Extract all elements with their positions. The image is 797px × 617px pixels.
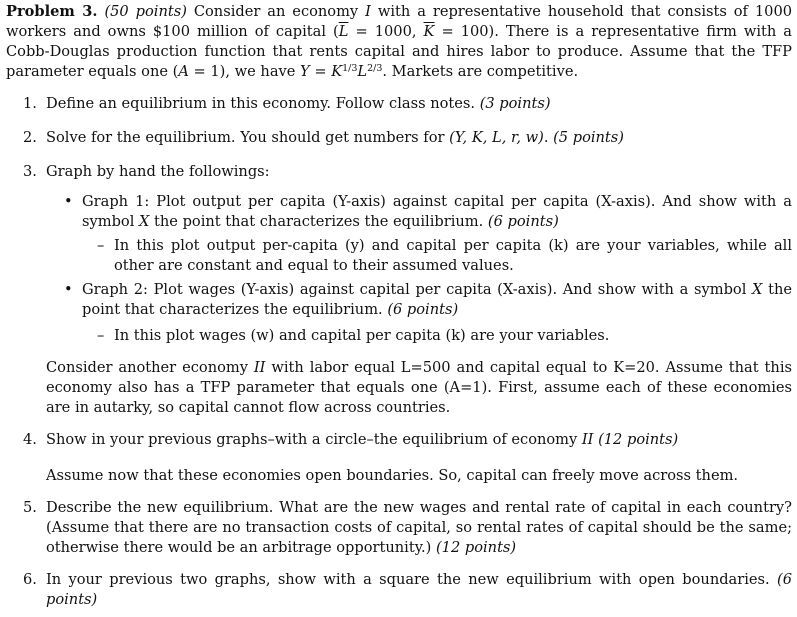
assume-paragraph: [6, 466, 792, 486]
graph-2-points: (6 points): [387, 301, 459, 318]
graph-1-dash: –: [97, 237, 105, 254]
intro-eq-1: = 1000,: [348, 23, 424, 40]
graph-2-dash: –: [97, 327, 105, 344]
graph-1-subitem-text: In this plot output per-capita (y) and capital per capita (k) are your variables, while all other are constant and equal to their assumed values.: [114, 237, 792, 274]
intro-text-3: . Markets are competitive.: [382, 63, 579, 80]
graph-2-subitem: [6, 326, 792, 346]
graph-1-text-1: Graph 1: Plot output per capita (Y-axis) against capital per capita (X-axis). And show with a symbol: [82, 193, 792, 230]
question-2: [6, 128, 792, 148]
question-3-text: Graph by hand the followings:: [46, 163, 270, 180]
labor-symbol: L: [357, 63, 368, 80]
intro-text-2: with a representative household that consists of 1000 workers and owns $100 million of capital (: [6, 3, 793, 40]
problem-label: Problem 3.: [6, 3, 98, 20]
question-6-number: 6.: [23, 571, 37, 588]
labor-exponent: 2/3: [367, 63, 383, 74]
graph-2-symbol: X: [752, 281, 763, 298]
economy-two-symbol: II: [253, 359, 266, 376]
consider-text-2: with labor equal L=500 and capital equal to K=20. Assume that this economy also has a TFP parameter that equals one (A=1). First, assume each of these economies are in autarky, so capital cannot flow across countries.: [46, 359, 792, 416]
question-2-number: 2.: [23, 129, 37, 146]
l-bar-symbol: $\overline{L}$: [338, 23, 349, 40]
question-1-points: (3 points): [479, 95, 551, 112]
graph-2-bullet: •: [64, 281, 73, 298]
intro-eq-4: =: [309, 63, 332, 80]
consider-text-1: Consider another economy: [46, 359, 254, 376]
question-4-points: (12 points): [598, 431, 679, 448]
question-5-points: (12 points): [435, 539, 517, 556]
graph-1-symbol: X: [139, 213, 150, 230]
graph-2-subitem-text: In this plot wages (w) and capital per capita (k) are your variables.: [114, 327, 610, 344]
capital-symbol: K: [331, 63, 343, 80]
intro-eq-3: = 1), we have: [188, 63, 301, 80]
problem-points: (50 points): [104, 3, 187, 20]
assume-text: Assume now that these economies open boundaries. So, capital can freely move across them.: [46, 467, 739, 484]
graph-1-text-2: the point that characterizes the equilibrium.: [149, 213, 488, 230]
problem-document: [6, 2, 792, 610]
intro-eq-2: = 100). There is a representative firm with a Cobb-Douglas production function that rents capital and hires labor to produce. Assume that the TFP parameter equals one (: [6, 23, 792, 80]
question-3: [6, 162, 792, 182]
question-4-number: 4.: [23, 431, 37, 448]
question-1-text: Define an equilibrium in this economy. Follow class notes.: [46, 95, 476, 112]
graph-2-text-1: Graph 2: Plot wages (Y-axis) against capital per capita (X-axis). And show with a symbol: [82, 281, 753, 298]
problem-intro: [6, 2, 792, 82]
economy-one-symbol: I: [365, 3, 371, 20]
question-6-points: (6 points): [46, 571, 792, 608]
question-6-text: In your previous two graphs, show with a square the new equilibrium with open boundaries.: [46, 571, 778, 588]
graph-1-item: [6, 192, 792, 232]
question-5-text: Describe the new equilibrium. What are the new wages and rental rate of capital in each country? (Assume that there are no transaction costs of capital, so rental rates of capital should be the same; otherwise there would be an arbitrage opportunity.): [46, 499, 792, 556]
graph-2-item: [6, 280, 792, 320]
capital-exponent: 1/3: [342, 63, 358, 74]
question-6: [6, 570, 792, 610]
tfp-symbol: A: [178, 63, 189, 80]
question-2-variables: (Y, K, L, r, w): [449, 129, 544, 146]
question-4-economy: II: [581, 431, 594, 448]
consider-paragraph: [6, 358, 792, 418]
question-2-text-2: .: [543, 129, 554, 146]
question-5: [6, 498, 792, 558]
output-symbol: Y: [300, 63, 310, 80]
graph-1-bullet: •: [64, 193, 73, 210]
question-4: [6, 430, 792, 450]
graph-1-points: (6 points): [487, 213, 559, 230]
graph-1-subitem: [6, 236, 792, 276]
question-4-text: Show in your previous graphs–with a circle–the equilibrium of economy: [46, 431, 582, 448]
k-bar-symbol: $\overline{K}$: [423, 23, 435, 40]
graph-2-text-2: the point that characterizes the equilibrium.: [82, 281, 792, 318]
question-3-number: 3.: [23, 163, 37, 180]
question-2-text-1: Solve for the equilibrium. You should get numbers for: [46, 129, 450, 146]
question-5-number: 5.: [23, 499, 37, 516]
question-2-points: (5 points): [553, 129, 624, 146]
intro-text-1: Consider an economy: [193, 3, 359, 20]
question-1: [6, 94, 792, 114]
question-1-number: 1.: [23, 95, 37, 112]
